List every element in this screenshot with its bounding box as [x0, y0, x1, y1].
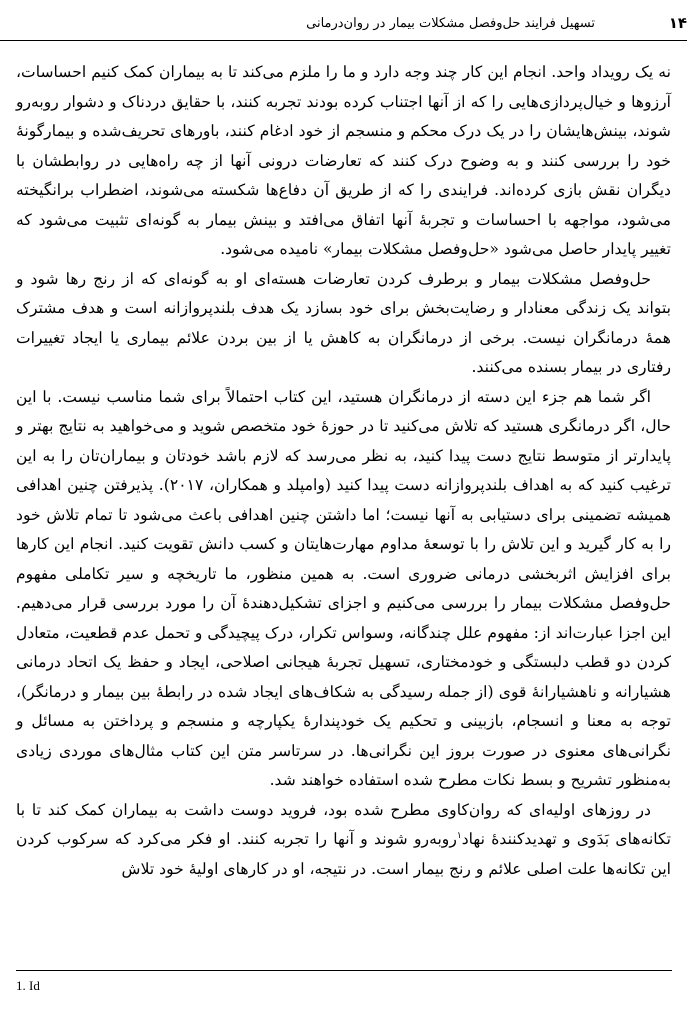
- running-title: تسهیل فرایند حل‌وفصل مشکلات بیمار در روان‌درمانی: [306, 16, 595, 31]
- body-text: [16, 58, 671, 884]
- paragraph: اگر شما هم جزء این دسته از درمانگران هستید، این کتاب احتمالاً برای شما مناسب نیست. با این حال، اگر درمانگری هستید که تلاش می‌کنید تا در حوزهٔ خود متخصص شوید و می‌خواهید به نتایج بهتر و پایدارتر از متوسط نتایج دست پیدا کنید، به نظر می‌رسد که لازم باشد خودتان و بیماران‌تان را به این ترغیب کنید که به اهداف بلندپروازانه دست پیدا کنید (وامپلد و همکاران، ۲۰۱۷). پذیرفتن چنین اهدافی همیشه تضمینی برای دستیابی به آنها نیست؛ اما داشتن چنین اهدافی باعث می‌شود تا تمام تلاش خود را به کار گیرید و این تلاش را با توسعهٔ مداوم مهارت‌هایتان و کسب دانش تقویت کنید. انجام این کارها برای افزایش اثربخشی درمانی ضروری است. به همین منظور، ما تاریخچه و سیر تکاملی مفهوم حل‌وفصل مشکلات بیمار را بررسی می‌کنیم و اجزای تشکیل‌دهندهٔ آن را مورد بررسی قرار می‌دهیم. این اجزا عبارت‌اند از: مفهوم علل چندگانه، وسواس تکرار، درک پیچیدگی و تحمل عدم قطعیت، متعادل کردن دو قطب دلبستگی و خودمختاری، تسهیل تجربهٔ هیجانی اصلاحی، ایجاد و حفظ یک اتحاد درمانی هشیارانه و ناهشیارانهٔ قوی (از جمله رسیدگی به شکاف‌های ایجاد شده در رابطهٔ بین بیمار و درمانگر)، توجه به معنا و انسجام، بازبینی و تحکیم یک خودپندارهٔ یکپارچه و منسجم و پرداختن به مسائل و نگرانی‌های معنوی در صورت بروز این نگرانی‌ها. در سرتاسر متن این کتاب مثال‌های موردی زیادی به‌منظور تشریح و بسط نکات مطرح شده استفاده خواهند شد.: [16, 387, 672, 789]
- footnote-divider: [16, 970, 672, 971]
- paragraph: نه یک رویداد واحد. انجام این کار چند وجه دارد و ما را ملزم می‌کند تا به بیماران کمک کنیم احساسات، آرزوها و خیال‌پردازی‌هایی را که از آنها اجتناب کرده بودند تجربه کنند، با حقایق دردناک و دشوار روبه‌رو شوند، بینش‌هایشان را در یک درک محکم و منسجم از خود ادغام کنند، باورهای تحریف‌شده و بیمارگونهٔ خود را بررسی کنند و به وضوح درک کنند که تعارضات درونی آنها از چه راه‌هایی در روابطشان با دیگران نقش بازی کرده‌اند. فرایندی را که از طریق آن دفاع‌ها شکسته می‌شوند، اضطراب برانگیخته می‌شود، مواجهه با احساسات و تجربهٔ آنها اتفاق می‌افتد و بینش بیمار به گونه‌ای تثبیت می‌شود که تغییر پایدار حاصل می‌شود «حل‌وفصل مشکلات بیمار» نامیده می‌شود.: [16, 63, 671, 258]
- paragraph-text: در روزهای اولیه‌ای که روان‌کاوی مطرح شده بود، فروید دوست داشت به بیماران کمک کند تا با تکانه‌های بَدَوی و تهدیدکنندهٔ نهاد: [16, 800, 671, 848]
- page-number: ۱۴: [668, 14, 687, 32]
- page-header: [0, 10, 687, 41]
- paragraph-with-footnote: [16, 796, 671, 885]
- paragraph: حل‌وفصل مشکلات بیمار و برطرف کردن تعارضات هسته‌ای او به گونه‌ای که از رنج رها شود و بتواند یک زندگی معنادار و رضایت‌بخش برای خود بسازد یک هدف بلندپروازانه است و هدف مشترک همهٔ درمانگران نیست. برخی از درمانگران به کاهش یا از بین بردن علائم بیماری یا ایجاد تغییرات رفتاری در بیمار بسنده می‌کنند.: [16, 269, 671, 376]
- footnote-reference: ۱: [456, 830, 462, 841]
- footnote: 1. Id: [16, 978, 40, 993]
- paragraph-text: روبه‌رو شوند و آنها را تجربه کنند. او فکر می‌کرد که سرکوب کردن این تکانه‌ها علت اصلی علائم و رنج بیمار است. در نتیجه، او در کارهای اولیهٔ خود تلاش: [16, 830, 671, 878]
